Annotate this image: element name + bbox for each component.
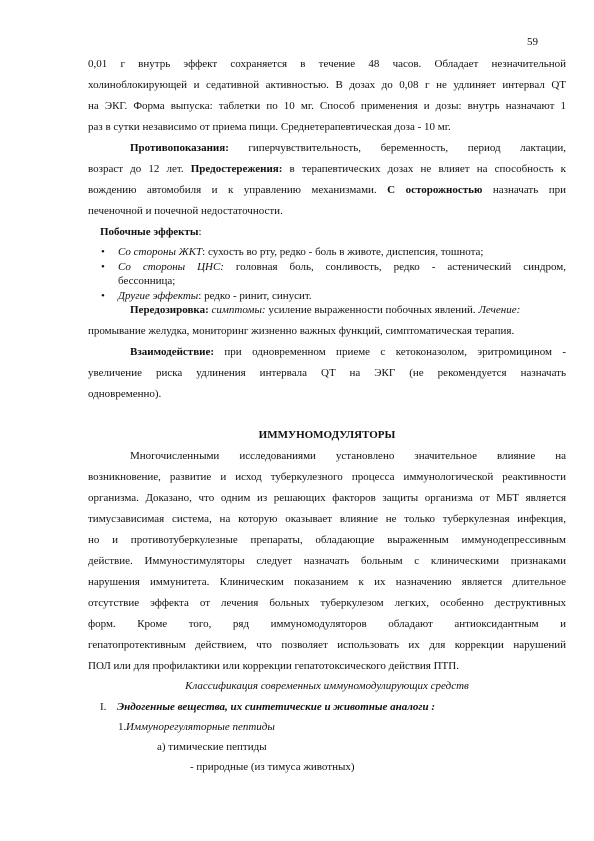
contraindications-line <box>130 141 566 155</box>
caution-line <box>88 183 566 197</box>
text-fragment: в терапевтических дозах не влияет на способность к <box>282 163 567 175</box>
side-effects-label: Побочные эффекты <box>100 226 199 238</box>
bullet-icon: • <box>101 290 105 302</box>
text-line: возникновение, развитие и исход туберкулезного процесса иммунологической реактивности <box>88 471 566 483</box>
class-subitem-a-i: - природные (из тимуса животных) <box>190 761 355 773</box>
overdose-line <box>130 303 566 317</box>
list-item <box>118 289 566 303</box>
text-line: гепатопротективным действием, что позволяет использовать их для коррекции нарушений <box>88 639 566 651</box>
classification-title: Классификация современных иммуномодулирующих средств <box>185 680 469 692</box>
text-line: организма. Доказано, что одним из решающих факторов защиты организма от МБТ является <box>88 492 566 504</box>
list-item-text: : сухость во рту, редко - боль в животе, диспепсия, тошнота; <box>202 246 484 258</box>
class-item: Эндогенные вещества, их синтетические и животные аналоги : <box>117 701 436 713</box>
colon: : <box>198 226 202 238</box>
list-item-label: Со стороны ЦНС: <box>118 261 224 273</box>
text-fragment: гиперчувствительность, беременность, период лактации, <box>248 142 566 154</box>
list-item <box>118 260 566 274</box>
list-item-continuation: бессонница; <box>118 275 176 287</box>
class-subitem: Иммунорегуляторные пептиды <box>126 721 275 733</box>
page-number: 59 <box>527 36 538 48</box>
text-line: увеличение риска удлинения интервала QT на ЭКГ (не рекомендуется назначать <box>88 367 566 379</box>
text-line: тимусзависимая система, на которую оказывает влияние не только туберкулезная инфекция, <box>88 513 566 525</box>
text-line: 0,01 г внутрь эффект сохраняется в течение 48 часов. Обладает незначительной <box>88 58 566 70</box>
list-item-text: головная боль, сонливость, редко - астенический синдром, <box>223 261 566 273</box>
contraindications-label: Противопоказания: <box>130 142 229 154</box>
treatment-label: Лечение: <box>478 304 521 316</box>
bullet-icon: • <box>101 261 105 273</box>
class-item-number: I. <box>100 701 107 713</box>
warnings-label: Предостережения: <box>190 163 283 175</box>
text-line: печеночной и почечной недостаточности. <box>88 205 283 217</box>
overdose-label: Передозировка: <box>130 304 209 316</box>
text-line: но и противотуберкулезные препараты, обладающие выраженным иммунодепрессивным <box>88 534 566 546</box>
text-fragment: возраст до 12 лет. <box>88 163 191 175</box>
interaction-line <box>130 345 566 359</box>
text-fragment: вождению автомобиля и к управлению механизмами. <box>88 184 388 196</box>
text-line: нарушения иммунитета. Клиническим показанием к их назначению является длительное <box>88 576 566 588</box>
class-subitem-number: 1. <box>118 721 127 733</box>
text-line: действие. Иммуностимуляторы следует назначать больным с клиническими признаками <box>88 555 566 567</box>
text-line: раз в сутки независимо от приема пищи. Среднетерапевтическая доза - 10 мг. <box>88 121 451 133</box>
warnings-line <box>88 162 566 176</box>
text-line: одновременно). <box>88 388 162 400</box>
list-item <box>118 245 566 259</box>
text-fragment: при одновременном приеме с кетоконазолом, эритромицином - <box>224 346 567 358</box>
text-line: форм. Кроме того, ряд иммуномодуляторов обладают антиоксидантным и <box>88 618 566 630</box>
class-subitem-a: а) тимические пептиды <box>157 741 267 753</box>
interaction-label: Взаимодействие: <box>130 346 215 358</box>
text-fragment: усиление выраженности побочных явлений. <box>265 304 479 316</box>
section-title: ИММУНОМОДУЛЯТОРЫ <box>258 429 396 441</box>
side-effects-heading <box>100 225 578 239</box>
text-line: Многочисленными исследованиями установлено значительное влияние на <box>130 450 566 462</box>
text-line: ПОЛ или для профилактики или коррекции гепатотоксического действия ПТП. <box>88 660 459 672</box>
symptoms-label: симптомы: <box>211 304 266 316</box>
bullet-icon: • <box>101 246 105 258</box>
list-item-label: Со стороны ЖКТ <box>118 246 203 258</box>
list-item-label: Другие эффекты <box>118 290 199 302</box>
list-item-text: : редко - ринит, синусит. <box>198 290 312 302</box>
text-line: промывание желудка, мониторинг жизненно важных функций, симптоматическая терапия. <box>88 325 515 337</box>
caution-label: С осторожностью <box>387 184 483 196</box>
text-fragment: назначать при <box>482 184 566 196</box>
text-line: на ЭКГ. Форма выпуска: таблетки по 10 мг. Способ применения и дозы: внутрь назначают 1 <box>88 100 566 112</box>
text-line: холиноблокирующей и седативной активностью. В дозах до 0,08 г не удлиняет интервал QT <box>88 79 566 91</box>
text-line: отсутствие эффекта от лечения больных туберкулезом легких, особенно деструктивных <box>88 597 566 609</box>
